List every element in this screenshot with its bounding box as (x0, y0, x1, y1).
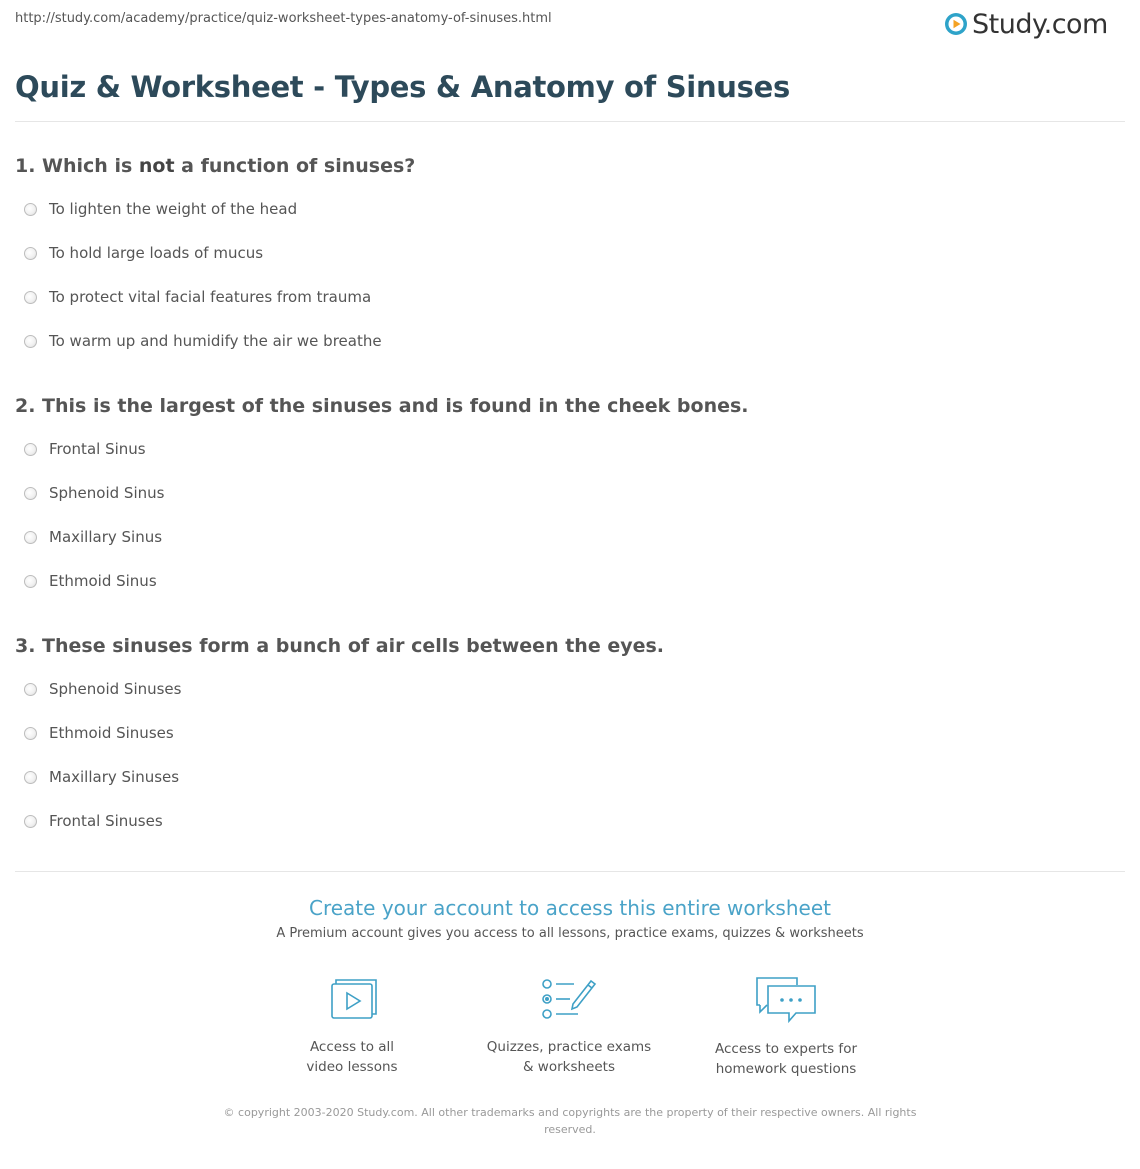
answer-label: To lighten the weight of the head (49, 200, 298, 218)
copyright-notice: © copyright 2003-2020 Study.com. All other trademarks and copyrights are the property of their respective owners. All rights reserved. (223, 1106, 917, 1136)
answer-label: Maxillary Sinus (49, 528, 163, 546)
question-1-emphasis: not (138, 155, 175, 177)
title-divider (15, 121, 1125, 122)
feature-experts (686, 975, 886, 1079)
feature-label-line: & worksheets (522, 1059, 615, 1075)
radio-button[interactable] (24, 727, 37, 740)
feature-quizzes (469, 975, 669, 1077)
feature-label-line: Quizzes, practice exams (486, 1039, 652, 1055)
quiz-checklist-icon (540, 975, 598, 1023)
feature-label-line: homework questions (715, 1061, 857, 1077)
feature-label-line: video lessons (306, 1059, 398, 1075)
study-logo[interactable] (944, 6, 1108, 42)
radio-button[interactable] (24, 683, 37, 696)
radio-button[interactable] (24, 487, 37, 500)
answer-option[interactable] (24, 812, 163, 830)
answer-option[interactable] (24, 528, 162, 546)
radio-button[interactable] (24, 291, 37, 304)
answer-option[interactable] (24, 200, 297, 218)
radio-button[interactable] (24, 335, 37, 348)
answer-label: To protect vital facial features from trauma (49, 288, 372, 306)
play-logo-icon (944, 12, 968, 36)
feature-label-line: Access to all (309, 1039, 395, 1055)
answer-option[interactable] (24, 440, 146, 458)
answer-label: Sphenoid Sinus (49, 484, 165, 502)
answer-label: Frontal Sinus (49, 440, 146, 458)
answer-option[interactable] (24, 484, 164, 502)
radio-button[interactable] (24, 247, 37, 260)
answer-label: Sphenoid Sinuses (49, 680, 182, 698)
answer-label: Frontal Sinuses (49, 812, 163, 830)
answer-label: To warm up and humidify the air we breathe (49, 332, 382, 350)
video-lesson-icon (326, 975, 378, 1023)
question-2: 2. This is the largest of the sinuses and is found in the cheek bones. (15, 395, 749, 417)
answer-label: Maxillary Sinuses (49, 768, 180, 786)
answer-option[interactable] (24, 724, 174, 742)
radio-button[interactable] (24, 531, 37, 544)
radio-button[interactable] (24, 203, 37, 216)
chat-bubbles-icon (754, 975, 818, 1025)
radio-button[interactable] (24, 575, 37, 588)
answer-label: Ethmoid Sinus (49, 572, 157, 590)
question-1: 1. Which is not a function of sinuses? (15, 155, 416, 177)
premium-description: A Premium account gives you access to all lessons, practice exams, quizzes & worksheets (276, 926, 864, 941)
radio-button[interactable] (24, 771, 37, 784)
answer-option[interactable] (24, 768, 179, 786)
feature-video-lessons (252, 975, 452, 1077)
feature-label-line: Access to experts for (714, 1041, 857, 1057)
radio-button[interactable] (24, 443, 37, 456)
section-divider (15, 871, 1125, 872)
answer-option[interactable] (24, 332, 382, 350)
answer-option[interactable] (24, 244, 263, 262)
question-3: 3. These sinuses form a bunch of air cells between the eyes. (15, 635, 665, 657)
create-account-link[interactable]: Create your account to access this entire worksheet (309, 896, 831, 920)
page-url: http://study.com/academy/practice/quiz-worksheet-types-anatomy-of-sinuses.html (15, 11, 552, 26)
radio-button[interactable] (24, 815, 37, 828)
answer-label: To hold large loads of mucus (49, 244, 264, 262)
answer-option[interactable] (24, 572, 157, 590)
page-title: Quiz & Worksheet - Types & Anatomy of Sinuses (15, 70, 790, 104)
answer-option[interactable] (24, 288, 371, 306)
logo-text: Study.com (972, 8, 1108, 40)
answer-option[interactable] (24, 680, 181, 698)
answer-label: Ethmoid Sinuses (49, 724, 174, 742)
